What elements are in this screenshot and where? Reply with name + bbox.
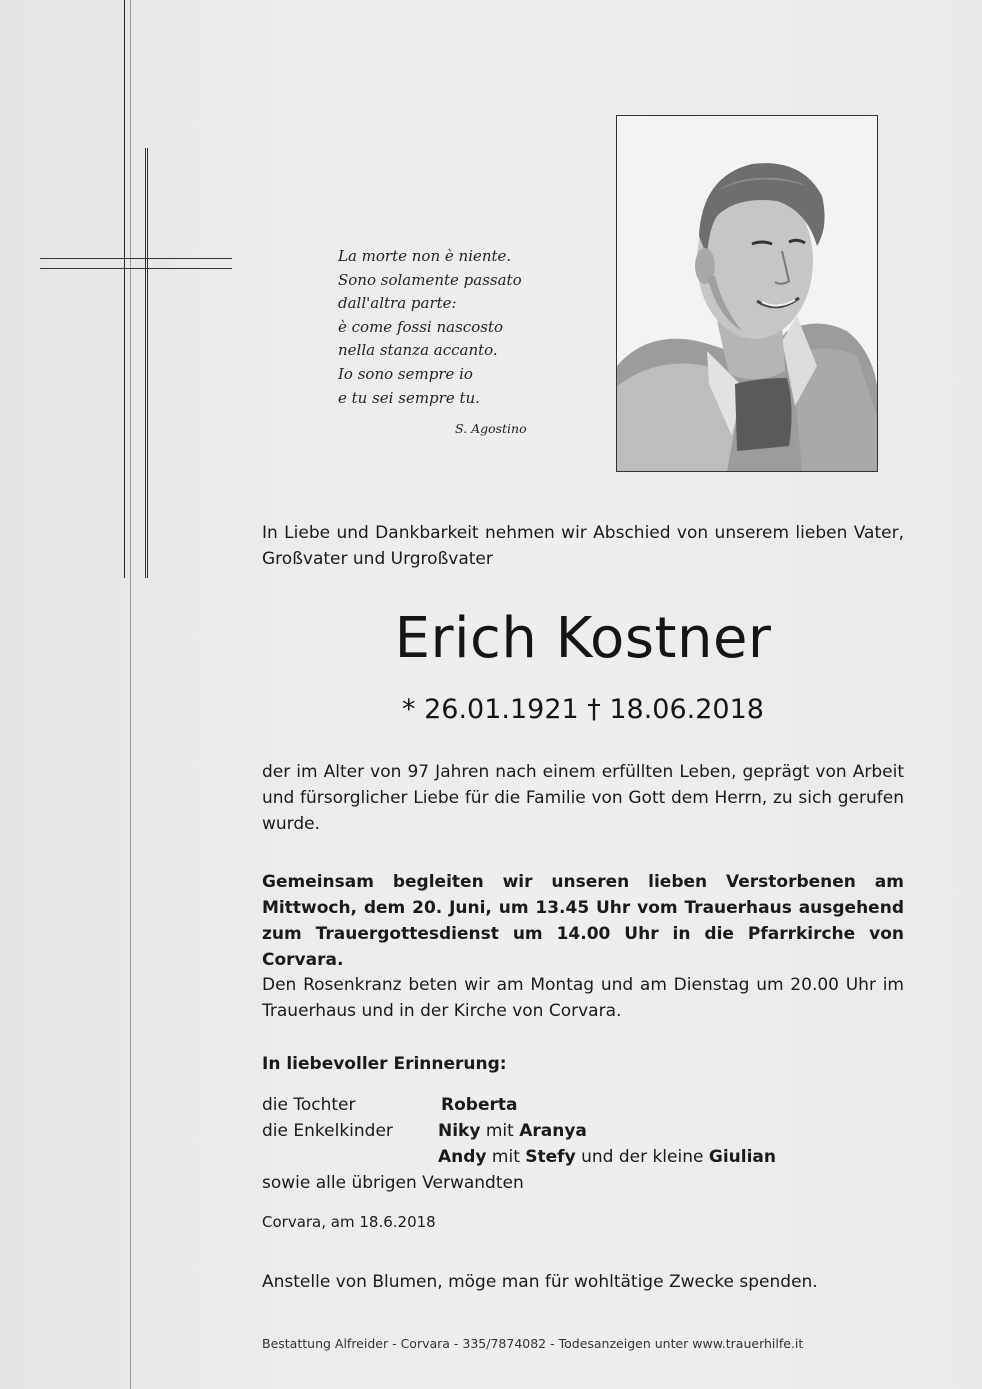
grandchild-partner-name: Stefy: [525, 1147, 576, 1167]
place-date: Corvara, am 18.6.2018: [262, 1213, 436, 1231]
deceased-name: Erich Kostner: [394, 606, 772, 671]
funeral-paragraph: Gemeinsam begleiten wir unseren lieben Verstorbenen am Mittwoch, dem 20. Juni, um 13.45 Uhr vom Trauerhaus ausgehend zum Trauergottesdienst um 14.00 Uhr in die Pfarrkirche von Corvara.: [262, 872, 904, 970]
quote-line: è come fossi nascosto: [338, 317, 503, 336]
footer-funeral-home: Bestattung Alfreider - Corvara - 335/7874082 - Todesanzeigen unter www.trauerhilfe.it: [262, 1336, 804, 1351]
daughter-name: Roberta: [441, 1095, 518, 1115]
grandchild-partner-name: Aranya: [519, 1121, 587, 1141]
connector-text: mit: [486, 1147, 526, 1167]
portrait-photo: [616, 115, 878, 472]
quote-line: La morte non è niente.: [338, 247, 512, 265]
donation-note: Anstelle von Blumen, möge man für wohltätige Zwecke spenden.: [262, 1272, 818, 1292]
daughter-label: die Tochter: [262, 1095, 356, 1115]
connector-text: mit: [480, 1121, 520, 1141]
deceased-dates: * 26.01.1921 † 18.06.2018: [402, 694, 764, 725]
grandchildren-label: die Enkelkinder: [262, 1121, 393, 1141]
life-paragraph: der im Alter von 97 Jahren nach einem erfüllten Leben, geprägt von Arbeit und fürsorglicher Liebe für die Familie von Gott dem Herrn, zu sich gerufen wurde.: [262, 762, 904, 834]
grandchildren-line-2: [438, 1144, 776, 1170]
intro-text: In Liebe und Dankbarkeit nehmen wir Abschied von unserem lieben Vater, Großvater und Urgroßvater: [262, 523, 904, 569]
left-border-line-dark: [124, 0, 125, 578]
quote-author: S. Agostino: [455, 421, 527, 436]
left-border-line-light: [130, 0, 131, 1389]
rosary-paragraph: Den Rosenkranz beten wir am Montag und am Dienstag um 20.00 Uhr im Trauerhaus und in der Kirche von Corvara.: [262, 975, 904, 1021]
quote-line: nella stanza accanto.: [338, 341, 498, 360]
memory-heading: In liebevoller Erinnerung:: [262, 1054, 507, 1074]
quote-line: dall'altra parte:: [338, 294, 457, 313]
quote-line: e tu sei sempre tu.: [338, 388, 480, 407]
other-relatives: sowie alle übrigen Verwandten: [262, 1173, 524, 1193]
connector-text: und der kleine: [575, 1147, 709, 1167]
great-grandchild-name: Giulian: [708, 1147, 776, 1167]
quote-line: Sono solamente passato: [338, 270, 522, 289]
portrait-illustration: [617, 116, 877, 471]
quote-line: Io sono sempre io: [338, 364, 473, 383]
grandchildren-line-1: [438, 1118, 587, 1144]
grandchild-name: Niky: [438, 1121, 481, 1141]
grandchild-name: Andy: [438, 1147, 487, 1167]
memorial-quote: [338, 245, 588, 410]
